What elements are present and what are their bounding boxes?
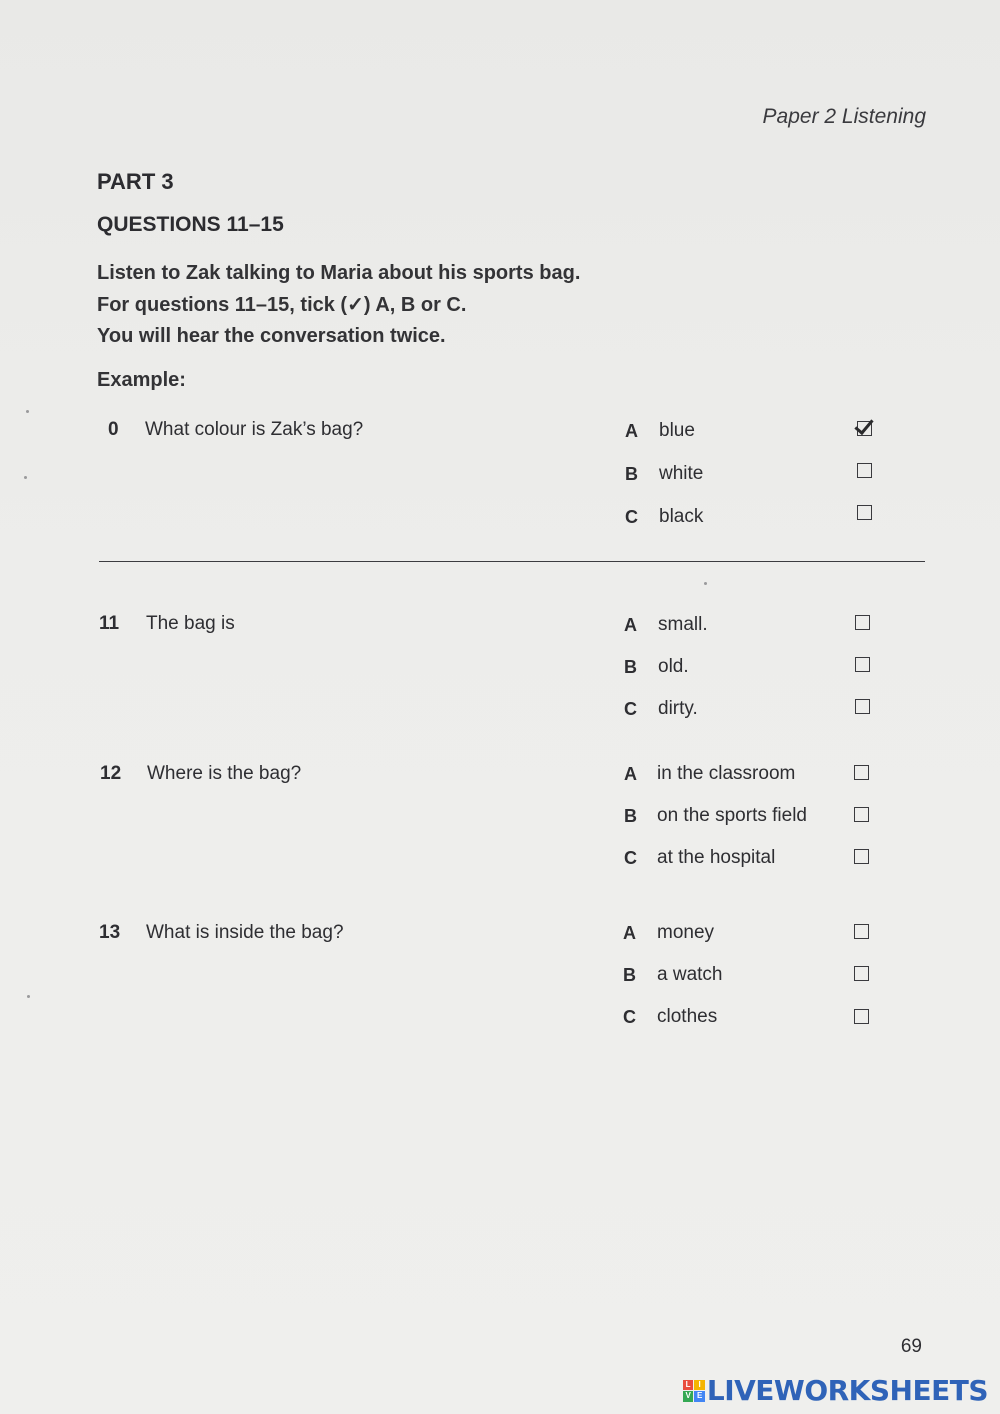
question-text-11: The bag is xyxy=(146,613,235,634)
q13-option-text-a: money xyxy=(657,922,715,943)
q13-checkbox-a[interactable] xyxy=(854,924,869,939)
paper-speck xyxy=(27,995,30,998)
logo-mark-letter: L xyxy=(683,1380,694,1391)
question-number-13: 13 xyxy=(99,922,121,943)
example-option-text-c: black xyxy=(659,506,704,527)
q11-checkbox-c[interactable] xyxy=(855,699,870,714)
question-number-11: 11 xyxy=(99,613,120,634)
example-option-letter-b: B xyxy=(625,464,638,484)
instruction-line: You will hear the conversation twice. xyxy=(97,325,446,347)
question-text-13: What is inside the bag? xyxy=(146,922,344,943)
logo-mark-letter: V xyxy=(683,1391,694,1402)
liveworksheets-logo[interactable] xyxy=(683,1374,988,1407)
instruction-line: Listen to Zak talking to Maria about his sports bag. xyxy=(97,262,581,284)
q11-option-letter-c: C xyxy=(624,699,637,719)
question-number-12: 12 xyxy=(100,763,122,784)
q12-option-letter-c: C xyxy=(624,848,637,868)
q11-checkbox-b[interactable] xyxy=(855,657,870,672)
example-option-letter-a: A xyxy=(625,421,638,441)
logo-mark-letter: I xyxy=(694,1380,705,1391)
q13-checkbox-b[interactable] xyxy=(854,966,869,981)
q13-option-text-c: clothes xyxy=(657,1006,718,1027)
example-checkbox-a[interactable] xyxy=(857,421,872,436)
q12-checkbox-a[interactable] xyxy=(854,765,869,780)
paper-speck xyxy=(704,582,707,585)
liveworksheets-logo-icon xyxy=(683,1380,705,1402)
q13-option-letter-a: A xyxy=(623,923,636,943)
example-option-text-a: blue xyxy=(659,420,695,441)
q12-checkbox-b[interactable] xyxy=(854,807,869,822)
part-title: PART 3 xyxy=(97,169,174,194)
page-number: 69 xyxy=(900,1336,922,1357)
q12-option-text-a: in the classroom xyxy=(657,763,796,784)
divider-line xyxy=(99,561,925,562)
paper-label: Paper 2 Listening xyxy=(762,105,926,128)
q11-option-text-c: dirty. xyxy=(658,698,698,719)
instructions xyxy=(97,258,580,353)
q11-option-text-a: small. xyxy=(658,614,708,635)
q11-option-letter-b: B xyxy=(624,657,637,677)
q12-option-text-c: at the hospital xyxy=(657,847,776,868)
q11-option-text-b: old. xyxy=(658,656,689,677)
example-option-letter-c: C xyxy=(625,507,638,527)
instruction-line: For questions 11–15, tick (✓) A, B or C. xyxy=(97,293,467,316)
q13-checkbox-c[interactable] xyxy=(854,1009,869,1024)
q13-option-text-b: a watch xyxy=(657,964,723,985)
q11-option-letter-a: A xyxy=(624,615,637,635)
example-label: Example: xyxy=(97,369,186,391)
example-question-text: What colour is Zak’s bag? xyxy=(145,419,364,440)
questions-range-title: QUESTIONS 11–15 xyxy=(97,213,284,236)
q12-option-letter-b: B xyxy=(624,806,637,826)
paper-speck xyxy=(24,476,27,479)
q13-option-letter-c: C xyxy=(623,1007,636,1027)
example-checkbox-b[interactable] xyxy=(857,463,872,478)
q12-checkbox-c[interactable] xyxy=(854,849,869,864)
example-checkbox-c[interactable] xyxy=(857,505,872,520)
example-question-number: 0 xyxy=(108,419,119,440)
q12-option-letter-a: A xyxy=(624,764,637,784)
q13-option-letter-b: B xyxy=(623,965,636,985)
q12-option-text-b: on the sports field xyxy=(657,805,807,826)
example-option-text-b: white xyxy=(659,463,704,484)
q11-checkbox-a[interactable] xyxy=(855,615,870,630)
logo-mark-letter: E xyxy=(694,1391,705,1402)
paper-speck xyxy=(26,410,29,413)
question-text-12: Where is the bag? xyxy=(147,763,302,784)
liveworksheets-brand-text: LIVEWORKSHEETS xyxy=(706,1374,988,1407)
